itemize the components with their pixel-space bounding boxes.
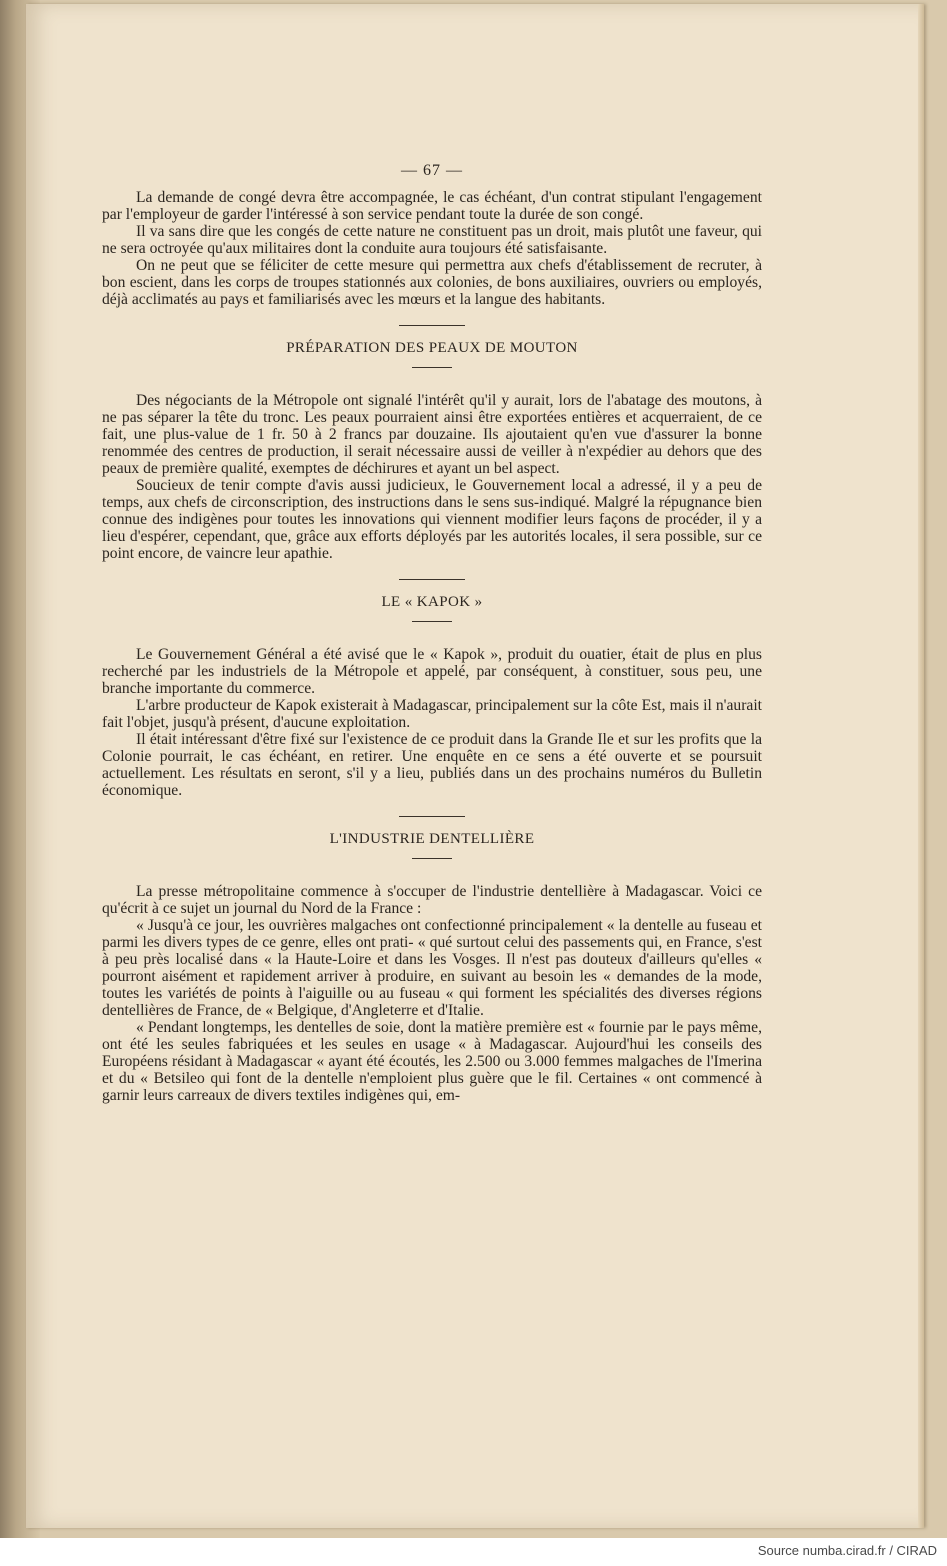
paragraph: L'arbre producteur de Kapok existerait à Madagascar, principalement sur la côte Est, mais il n'aurait fait l'objet, jusqu'à présent, d'aucune exploitation. (102, 697, 762, 731)
page-edge (918, 4, 924, 1528)
paragraph: La demande de congé devra être accompagnée, le cas échéant, d'un contrat stipulant l'engagement par l'employeur de garder l'intéressé à son service pendant toute la durée de son congé. (102, 189, 762, 223)
paragraph: Des négociants de la Métropole ont signalé l'intérêt qu'il y aurait, lors de l'abatage des moutons, à ne pas séparer la tête du tronc. Les peaux pourraient ainsi être exportées entières et acquerraient, de ce fait, une plus-value de 1 fr. 50 à 2 francs par douzaine. Ils ajoutaient qu'en vue d'assurer la bonne renommée des centres de production, il serait nécessaire aussi de veiller à n'expédier au dehors que des peaux de première qualité, exemptes de déchirures et ayant un bel aspect. (102, 392, 762, 477)
paragraph: On ne peut que se féliciter de cette mesure qui permettra aux chefs d'établissement de recruter, à bon escient, dans les corps de troupes stationnés aux colonies, de bons auxiliaires, ouvriers ou employés, déjà acclimatés au pays et familiarisés avec les mœurs et la langue des habitants. (102, 257, 762, 308)
source-credit: Source numba.cirad.fr / CIRAD (757, 1543, 937, 1558)
section-industrie-dentelliere (102, 816, 762, 1104)
title-underline (412, 858, 452, 859)
paragraph: Il était intéressant d'être fixé sur l'existence de ce produit dans la Grande Ile et sur les profits que la Colonie pourrait, le cas échéant, en retirer. Une enquête en ce sens a été ouverte et se poursuit actuellement. Les résultats en seront, s'il y a lieu, publiés dans un des prochains numéros du Bulletin économique. (102, 731, 762, 799)
intro-block (102, 189, 762, 308)
section-peaux-de-mouton (102, 325, 762, 562)
paragraph: La presse métropolitaine commence à s'occuper de l'industrie dentellière à Madagascar. Voici ce qu'écrit à ce sujet un journal du Nord de la France : (102, 883, 762, 917)
section-divider (399, 325, 465, 326)
page-content (102, 162, 762, 1104)
section-title: PRÉPARATION DES PEAUX DE MOUTON (286, 340, 578, 356)
section-divider (399, 579, 465, 580)
section-kapok (102, 579, 762, 799)
section-title: LE « KAPOK » (381, 594, 483, 610)
paragraph: Le Gouvernement Général a été avisé que le « Kapok », produit du ouatier, était de plus en plus recherché par les industriels de la Métropole et appelé, par conséquent, à constituer, sous peu, une branche importante du commerce. (102, 646, 762, 697)
paragraph: Soucieux de tenir compte d'avis aussi judicieux, le Gouvernement local a adressé, il y a peu de temps, aux chefs de circonscription, des instructions dans le sens sus-indiqué. Malgré la répugnance bien connue des indigènes pour toutes les innovations qui viennent modifier leurs façons de procéder, il y a lieu d'espérer, cependant, que, grâce aux efforts déployés par les autorités locales, il sera possible, sur ce point encore, de vaincre leur apathie. (102, 477, 762, 562)
title-underline (412, 367, 452, 368)
section-title: L'INDUSTRIE DENTELLIÈRE (329, 831, 535, 847)
quote-paragraph: « Jusqu'à ce jour, les ouvrières malgaches ont confectionné principalement « la dentelle au fuseau et parmi les divers types de ce genre, elles ont prati- « qué surtout celui des passements qui, en France, s'est à peu près localisé dans « la Haute-Loire et dans les Vosges. Il n'est pas douteux d'ailleurs qu'elles « pourront aisément et rapidement arriver à produire, en suivant au besoin les « demandes de la mode, toutes les variétés de points à l'aiguille ou au fuseau « qui forment les spécialités des diverses régions dentellières de France, de « Belgique, d'Angleterre et d'Italie. (102, 917, 762, 1019)
section-divider (399, 816, 465, 817)
title-underline (412, 621, 452, 622)
page-number: — 67 — (401, 162, 463, 179)
quote-paragraph: « Pendant longtemps, les dentelles de soie, dont la matière première est « fournie par le pays même, ont été les seules fabriquées et les seules en usage « à Madagascar. Aujourd'hui les conseils des Européens résidant à Madagascar « ayant été écoutés, les 2.500 ou 3.000 femmes malgaches de l'Imerina et du « Betsileo qui font de la dentelle n'emploient plus guère que le fil. Certaines « ont commencé à garnir leurs carreaux de divers textiles indigènes qui, em- (102, 1019, 762, 1104)
paragraph: Il va sans dire que les congés de cette nature ne constituent pas un droit, mais plutôt une faveur, qui ne sera octroyée qu'aux militaires dont la conduite aura toujours été satisfaisante. (102, 223, 762, 257)
